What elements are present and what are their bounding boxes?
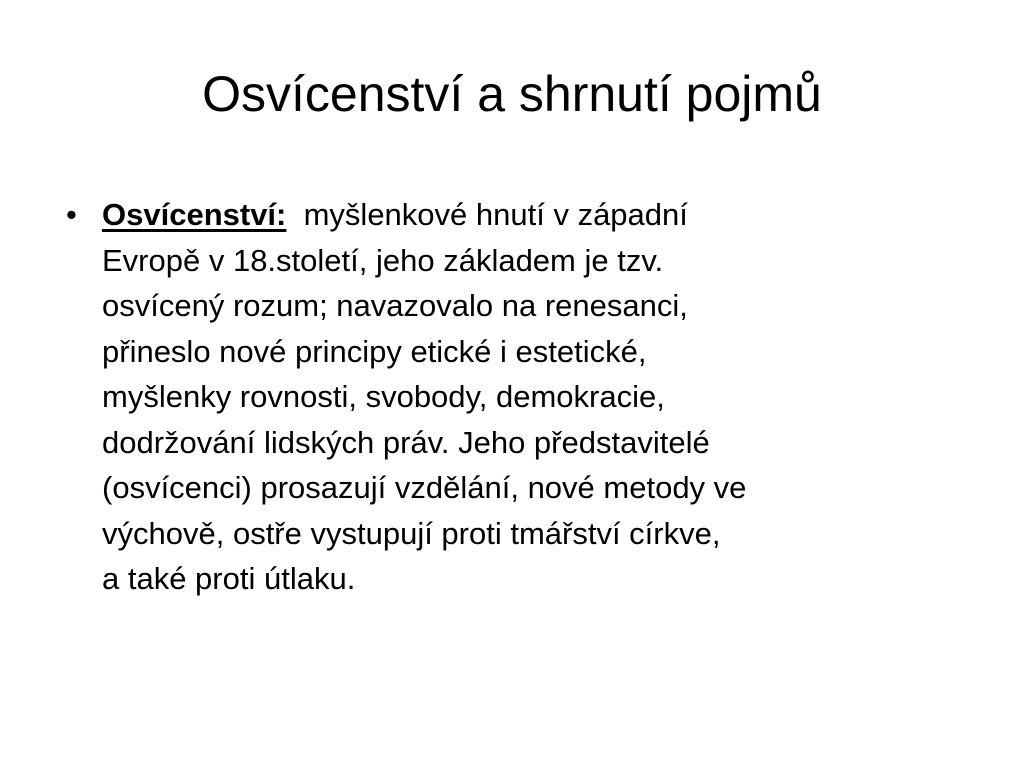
- bullet-line: dodržování lidských práv. Jeho představitelé: [102, 424, 710, 460]
- bullet-line: a také proti útlaku.: [102, 561, 356, 596]
- term-label: Osvícenství:: [102, 197, 287, 232]
- bullet-list: [62, 192, 982, 602]
- bullet-line: (osvícenci) prosazují vzdělání, nové metody ve: [102, 470, 747, 505]
- slide-title: Osvícenství a shrnutí pojmů: [202, 66, 822, 122]
- bullet-line: myšlenky rovnosti, svobody, demokracie,: [102, 379, 665, 414]
- slide-content: [62, 192, 982, 602]
- bullet-item: [62, 192, 982, 602]
- bullet-line: Evropě v 18.století, jeho základem je tzv.: [102, 242, 664, 278]
- bullet-line: přineslo nové principy etické i estetické,: [102, 333, 647, 369]
- bullet-dot-icon: •: [66, 197, 77, 232]
- bullet-line: osvícený rozum; navazovalo na renesanci,: [102, 288, 688, 323]
- bullet-first-line: myšlenkové hnutí v západní: [303, 197, 688, 232]
- bullet-line: výchově, ostře vystupují proti tmářství církve,: [102, 515, 721, 551]
- bullet-line-1: [102, 192, 982, 238]
